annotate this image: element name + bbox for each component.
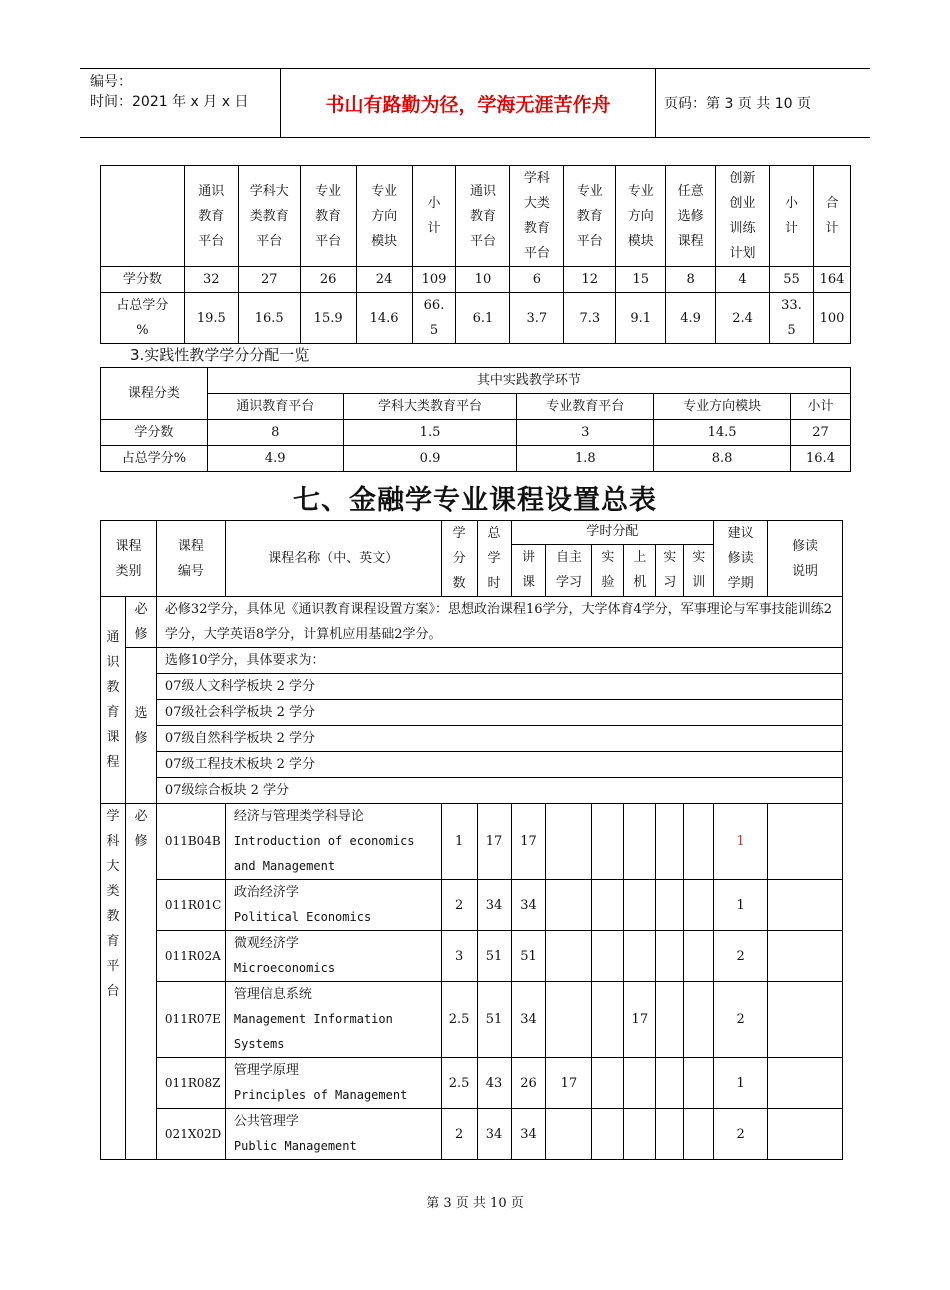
- table-header-row: [101, 166, 851, 267]
- course-term: 1: [714, 1058, 768, 1109]
- table-header-cell: 专业 教育 平台: [300, 166, 356, 267]
- table-cell: 51: [511, 931, 546, 982]
- course-name-en: Management Information Systems: [233, 1012, 393, 1051]
- course-note: [768, 931, 843, 982]
- section-3-title: 3.实践性教学学分分配一览: [130, 346, 310, 364]
- course-note: [768, 1058, 843, 1109]
- table-cell: [624, 1109, 656, 1160]
- header-category: 课程 类别: [101, 521, 157, 597]
- table-cell: 1: [441, 804, 477, 880]
- course-name-en: Political Economics: [233, 910, 372, 924]
- table-header-cell: 专业 方向 模块: [616, 166, 666, 267]
- table-cell: [684, 880, 714, 931]
- table-header-cell: 讲 课: [511, 544, 546, 596]
- table-cell: 26: [511, 1058, 546, 1109]
- table-header-cell: 学科 大类 教育 平台: [510, 166, 564, 267]
- table-cell: 51: [477, 982, 511, 1058]
- table-cell: 4: [716, 267, 770, 293]
- table-cell: 3.7: [510, 293, 564, 344]
- elective-line: 07级人文科学板块 2 学分: [156, 674, 842, 700]
- table-row: [101, 752, 843, 778]
- course-code: 011R01C: [156, 880, 225, 931]
- table-header-cell: 通识 教育 平台: [456, 166, 510, 267]
- table-header-cell: 学科大类教育平台: [343, 394, 517, 420]
- table-cell: 8: [207, 420, 343, 446]
- course-name: [225, 880, 441, 931]
- table-cell: 2: [441, 880, 477, 931]
- course-name-en: Public Management: [233, 1139, 357, 1153]
- table-cell: 34: [511, 982, 546, 1058]
- table-header-row: [101, 521, 843, 545]
- table-cell: 33. 5: [770, 293, 814, 344]
- course-term: 2: [714, 982, 768, 1058]
- table-cell: 0.9: [343, 446, 517, 472]
- table-cell: 164: [813, 267, 850, 293]
- table-header-cell: 专业教育平台: [517, 394, 654, 420]
- table-cell: [684, 982, 714, 1058]
- course-name-cn: 管理学原理: [233, 1063, 299, 1078]
- table-cell: [656, 982, 684, 1058]
- header-meta: [80, 69, 281, 137]
- course-name: [225, 931, 441, 982]
- table-cell: 10: [456, 267, 510, 293]
- table-cell: [546, 1109, 592, 1160]
- row-label: 学分数: [101, 420, 208, 446]
- table-cell: 55: [770, 267, 814, 293]
- course-note: [768, 804, 843, 880]
- table-header-cell: 通识教育平台: [207, 394, 343, 420]
- group-header: 其中实践教学环节: [207, 368, 850, 394]
- number-label: 编号：: [90, 74, 132, 90]
- table-row: [101, 982, 843, 1058]
- header-credit: 学 分 数: [441, 521, 477, 597]
- course-note: [768, 880, 843, 931]
- table-cell: 34: [511, 1109, 546, 1160]
- table-cell: 27: [238, 267, 300, 293]
- table-cell: [624, 804, 656, 880]
- table-header-cell: 自主 学习: [546, 544, 592, 596]
- table-cell: 2.5: [441, 982, 477, 1058]
- table-header-cell: 实 训: [684, 544, 714, 596]
- course-code: 011B04B: [156, 804, 225, 880]
- course-schedule-table: [100, 520, 843, 1160]
- table-cell: [684, 1109, 714, 1160]
- table-cell: 4.9: [666, 293, 716, 344]
- table-cell: 34: [477, 880, 511, 931]
- table-cell: 24: [356, 267, 412, 293]
- table-header-cell: 创新 创业 训练 计划: [716, 166, 770, 267]
- table-header-cell: 上 机: [624, 544, 656, 596]
- table-cell: 27: [791, 420, 851, 446]
- table-header-cell: 小 计: [412, 166, 456, 267]
- course-name: [225, 982, 441, 1058]
- table-row: [101, 804, 843, 880]
- table-cell: [546, 982, 592, 1058]
- table-header-cell: 小计: [791, 394, 851, 420]
- table-row: [101, 726, 843, 752]
- course-name-en: Microeconomics: [233, 961, 336, 975]
- table-row: [101, 648, 843, 674]
- table-header-cell: 专业 方向 模块: [356, 166, 412, 267]
- category-general: 通 识 教 育 课 程: [101, 597, 126, 804]
- table-cell: [101, 166, 185, 267]
- course-name: [225, 804, 441, 880]
- practice-credit-table: [100, 367, 851, 472]
- course-name-cn: 公共管理学: [233, 1114, 299, 1129]
- table-cell: [624, 880, 656, 931]
- table-cell: [624, 1058, 656, 1109]
- row-label: 学分数: [101, 267, 185, 293]
- elective-line: 选修10学分，具体要求为：: [156, 648, 842, 674]
- table-cell: [592, 804, 624, 880]
- table-cell: 1.5: [343, 420, 517, 446]
- elective-line: 07级综合板块 2 学分: [156, 778, 842, 804]
- table-row: [101, 446, 851, 472]
- course-term: 2: [714, 1109, 768, 1160]
- time-label: 时间：2021 年 x 月 x 日: [90, 94, 249, 110]
- table-header-cell: 专业 教育 平台: [564, 166, 616, 267]
- header-note: 修读 说明: [768, 521, 843, 597]
- table-cell: 15.9: [300, 293, 356, 344]
- table-header-cell: 学科大 类教育 平台: [238, 166, 300, 267]
- elective-line: 07级工程技术板块 2 学分: [156, 752, 842, 778]
- course-term: 1: [714, 804, 768, 880]
- course-code: 011R08Z: [156, 1058, 225, 1109]
- table-cell: 26: [300, 267, 356, 293]
- table-cell: [592, 1058, 624, 1109]
- category-discipline: 学 科 大 类 教 育 平 台: [101, 804, 126, 1160]
- elective-line: 07级自然科学板块 2 学分: [156, 726, 842, 752]
- table-row: [101, 778, 843, 804]
- table-row: [101, 880, 843, 931]
- elective-label: 选 修: [125, 648, 156, 804]
- course-term: 2: [714, 931, 768, 982]
- table-cell: 17: [624, 982, 656, 1058]
- required-text: 必修32学分，具体见《通识教育课程设置方案》：思想政治课程16学分，大学体育4学分，军事理论与军事技能训练2学分，大学英语8学分，计算机应用基础2学分。: [156, 597, 842, 648]
- table-header-row: [101, 368, 851, 394]
- course-term: 1: [714, 880, 768, 931]
- table-row: [101, 700, 843, 726]
- course-code: 011R02A: [156, 931, 225, 982]
- header-page-info: 页码：第 3 页 共 10 页: [664, 96, 811, 112]
- table-cell: 6.1: [456, 293, 510, 344]
- table-cell: [592, 880, 624, 931]
- course-name: [225, 1058, 441, 1109]
- course-code: 011R07E: [156, 982, 225, 1058]
- table-cell: 14.6: [356, 293, 412, 344]
- table-row: [101, 931, 843, 982]
- table-header-cell: 任意 选修 课程: [666, 166, 716, 267]
- table-cell: [656, 804, 684, 880]
- elective-line: 07级社会科学板块 2 学分: [156, 700, 842, 726]
- table-cell: [684, 931, 714, 982]
- table-cell: 16.4: [791, 446, 851, 472]
- table-header-cell: 小 计: [770, 166, 814, 267]
- table-cell: 66. 5: [412, 293, 456, 344]
- table-cell: 51: [477, 931, 511, 982]
- header-code: 课程 编号: [156, 521, 225, 597]
- table-cell: 17: [546, 1058, 592, 1109]
- table-cell: 34: [511, 880, 546, 931]
- header-hours: 总 学 时: [477, 521, 511, 597]
- course-name-cn: 经济与管理类学科导论: [233, 809, 364, 824]
- course-name-en: Introduction of economics and Management: [233, 834, 415, 873]
- table-cell: 16.5: [238, 293, 300, 344]
- table-cell: 8: [666, 267, 716, 293]
- table-cell: 2: [441, 1109, 477, 1160]
- table-header-cell: 实 习: [656, 544, 684, 596]
- header-distribution: 学时分配: [511, 521, 714, 545]
- table-cell: [546, 880, 592, 931]
- table-cell: 19.5: [184, 293, 238, 344]
- table-cell: [656, 880, 684, 931]
- table-cell: 3: [517, 420, 654, 446]
- header-name: 课程名称（中、英文）: [225, 521, 441, 597]
- header-term: 建议 修读 学期: [714, 521, 768, 597]
- table-cell: 2.4: [716, 293, 770, 344]
- table-cell: 17: [511, 804, 546, 880]
- table-cell: 17: [477, 804, 511, 880]
- table-header-row: [101, 394, 851, 420]
- page-footer: 第 3 页 共 10 页: [426, 1196, 524, 1211]
- table-cell: 3: [441, 931, 477, 982]
- table-cell: 15: [616, 267, 666, 293]
- course-name: [225, 1109, 441, 1160]
- required-label: 必 修: [125, 804, 156, 1160]
- row-label: 占总学分 %: [101, 293, 185, 344]
- table-cell: [656, 1058, 684, 1109]
- table-cell: 8.8: [654, 446, 791, 472]
- table-row: [101, 1109, 843, 1160]
- table-header-cell: 合 计: [813, 166, 850, 267]
- table-cell: [684, 804, 714, 880]
- table-cell: 4.9: [207, 446, 343, 472]
- table-row: [101, 1058, 843, 1109]
- course-name-cn: 政治经济学: [233, 885, 299, 900]
- table-cell: 14.5: [654, 420, 791, 446]
- table-cell: 12: [564, 267, 616, 293]
- table-cell: [656, 931, 684, 982]
- table-cell: 2.5: [441, 1058, 477, 1109]
- required-label: 必 修: [125, 597, 156, 648]
- table-cell: 109: [412, 267, 456, 293]
- table-row: [101, 597, 843, 648]
- section-7-title: 七、金融学专业课程设置总表: [293, 485, 657, 516]
- table-cell: [592, 982, 624, 1058]
- course-code: 021X02D: [156, 1109, 225, 1160]
- page-header: [80, 68, 870, 138]
- table-cell: 6: [510, 267, 564, 293]
- category-header: 课程分类: [101, 368, 208, 420]
- course-name-cn: 微观经济学: [233, 936, 299, 951]
- table-cell: 7.3: [564, 293, 616, 344]
- table-row: [101, 420, 851, 446]
- table-row: [101, 674, 843, 700]
- table-cell: [546, 804, 592, 880]
- table-header-cell: 通识 教育 平台: [184, 166, 238, 267]
- row-label: 占总学分%: [101, 446, 208, 472]
- course-name-en: Principles of Management: [233, 1088, 408, 1102]
- table-cell: 32: [184, 267, 238, 293]
- table-header-cell: 实 验: [592, 544, 624, 596]
- table-cell: 100: [813, 293, 850, 344]
- table-row: [101, 293, 851, 344]
- table-cell: [684, 1058, 714, 1109]
- table-cell: 34: [477, 1109, 511, 1160]
- table-row: [101, 267, 851, 293]
- course-name-cn: 管理信息系统: [233, 987, 312, 1002]
- table-cell: [546, 931, 592, 982]
- table-cell: 43: [477, 1058, 511, 1109]
- header-motto: 书山有路勤为径，学海无涯苦作舟: [281, 69, 656, 137]
- table-cell: [624, 931, 656, 982]
- table-cell: [592, 931, 624, 982]
- credit-distribution-table: [100, 165, 851, 344]
- table-cell: 9.1: [616, 293, 666, 344]
- table-cell: [656, 1109, 684, 1160]
- course-note: [768, 982, 843, 1058]
- table-cell: [592, 1109, 624, 1160]
- course-note: [768, 1109, 843, 1160]
- table-header-cell: 专业方向模块: [654, 394, 791, 420]
- table-cell: 1.8: [517, 446, 654, 472]
